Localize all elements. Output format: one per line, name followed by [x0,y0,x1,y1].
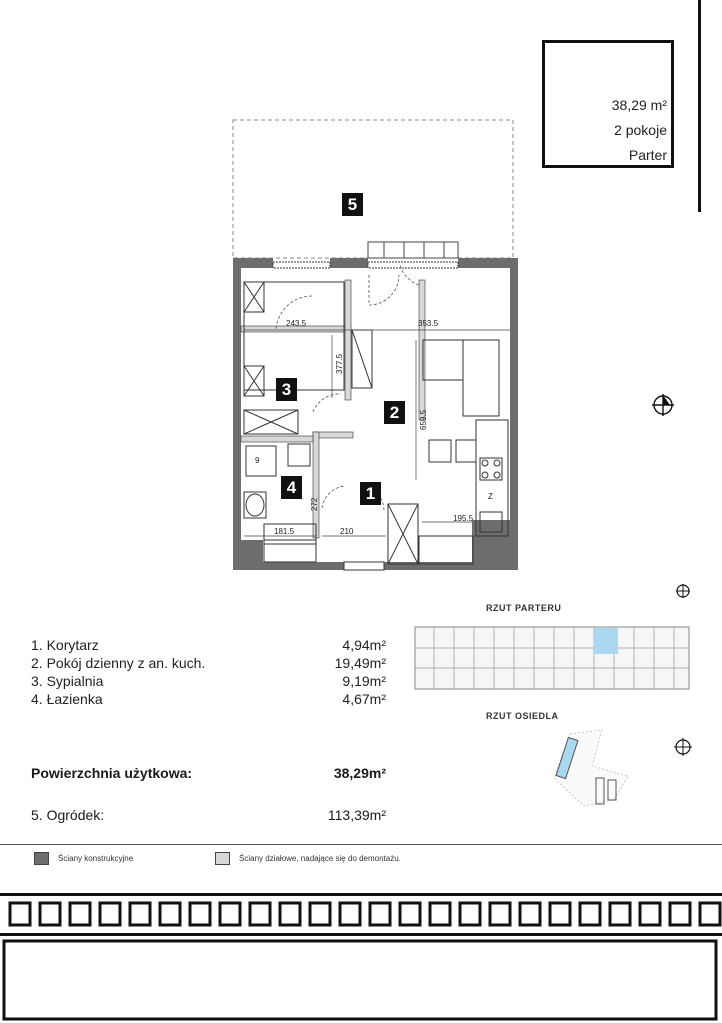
entry-door [344,562,384,570]
divider [0,844,722,845]
room-name: 1. Korytarz [31,637,99,653]
floor-minimap [414,626,690,690]
room-name: 2. Pokój dzienny z an. kuch. [31,655,206,671]
dimension-lines [244,330,510,536]
footer-ornament-square [160,903,180,925]
usable-area-label: Powierzchnia użytkowa: [31,765,193,781]
garden-row [31,807,386,825]
footer-ornament-square [280,903,300,925]
room-area: 19,49m² [334,655,386,671]
window-2 [368,262,458,268]
rooms-list [31,637,386,709]
footer-ornament-square [400,903,420,925]
info-area: 38,29 m² [611,97,667,113]
footer-ornament-square [640,903,660,925]
footer-ornament-square [370,903,390,925]
footer-ornament-square [550,903,570,925]
room-name: 4. Łazienka [31,691,103,707]
room-badge-living: 2 [384,401,405,424]
dimension-label: 195.5 [453,514,474,523]
footer-ornament-square [250,903,270,925]
room-badge-bedroom: 3 [276,378,297,401]
dimension-label: 272 [310,497,319,511]
footer-ornament-square [10,903,30,925]
footer-ornament-square [130,903,150,925]
window-1 [273,262,330,268]
dimension-label: 353.5 [418,319,439,328]
footer-ornament-square [490,903,510,925]
decorative-footer-frame [0,893,722,1023]
fixture-label: 9 [255,456,260,465]
estate-minimap [548,726,638,810]
room-badge-garden: 5 [342,193,363,216]
legend-partition-swatch [215,852,230,865]
footer-ornament-square [520,903,540,925]
room-area: 4,67m² [342,691,386,707]
footer-ornament-square [190,903,210,925]
footer-ornament-square [340,903,360,925]
dimension-label: 377.5 [335,353,344,374]
dimension-label: 181.5 [274,527,295,536]
estate-plan-title: RZUT OSIEDLA [486,711,559,721]
footer-ornament-square [610,903,630,925]
garden-outline [233,120,513,258]
dimension-label: 210 [340,527,354,536]
room-row [31,673,386,691]
footer-ornament-square [580,903,600,925]
footer-ornament-square [670,903,690,925]
usable-area-row [31,765,386,783]
footer-ornament-square [700,903,720,925]
garden-value: 113,39m² [327,807,386,823]
room-area: 9,19m² [342,673,386,689]
legend-partition-label: Ściany działowe, nadające się do demontażu. [239,854,401,863]
room-area: 4,94m² [342,637,386,653]
room-badge-hall: 1 [360,482,381,505]
compass-large-icon [652,394,674,416]
room-row [31,637,386,655]
info-rooms: 2 pokoje [614,122,667,138]
legend-structural-swatch [34,852,49,865]
compass-small-icon [676,584,690,598]
fixture-label: Z [488,492,493,501]
room-name: 3. Sypialnia [31,673,104,689]
garden-label: 5. Ogródek: [31,807,105,823]
usable-area-value: 38,29m² [333,765,386,781]
dimension-label: 243.5 [286,319,307,328]
footer-ornament-square [220,903,240,925]
floor-plan-title: RZUT PARTERU [486,603,562,613]
info-floor: Parter [628,147,667,163]
footer-ornament-square [70,903,90,925]
room-badge-bathroom: 4 [281,476,302,499]
footer-ornament-square [100,903,120,925]
footer-ornament-square [460,903,480,925]
footer-ornament-square [310,903,330,925]
footer-ornament-square [40,903,60,925]
compass-estate-icon [672,736,694,758]
highlighted-unit [594,628,618,654]
legend-structural-label: Ściany konstrukcyjne [58,854,134,863]
dimension-label: 659.5 [419,409,428,430]
footer-ornament-square [430,903,450,925]
structural-walls [233,258,518,570]
room-row [31,655,386,673]
room-row [31,691,386,709]
